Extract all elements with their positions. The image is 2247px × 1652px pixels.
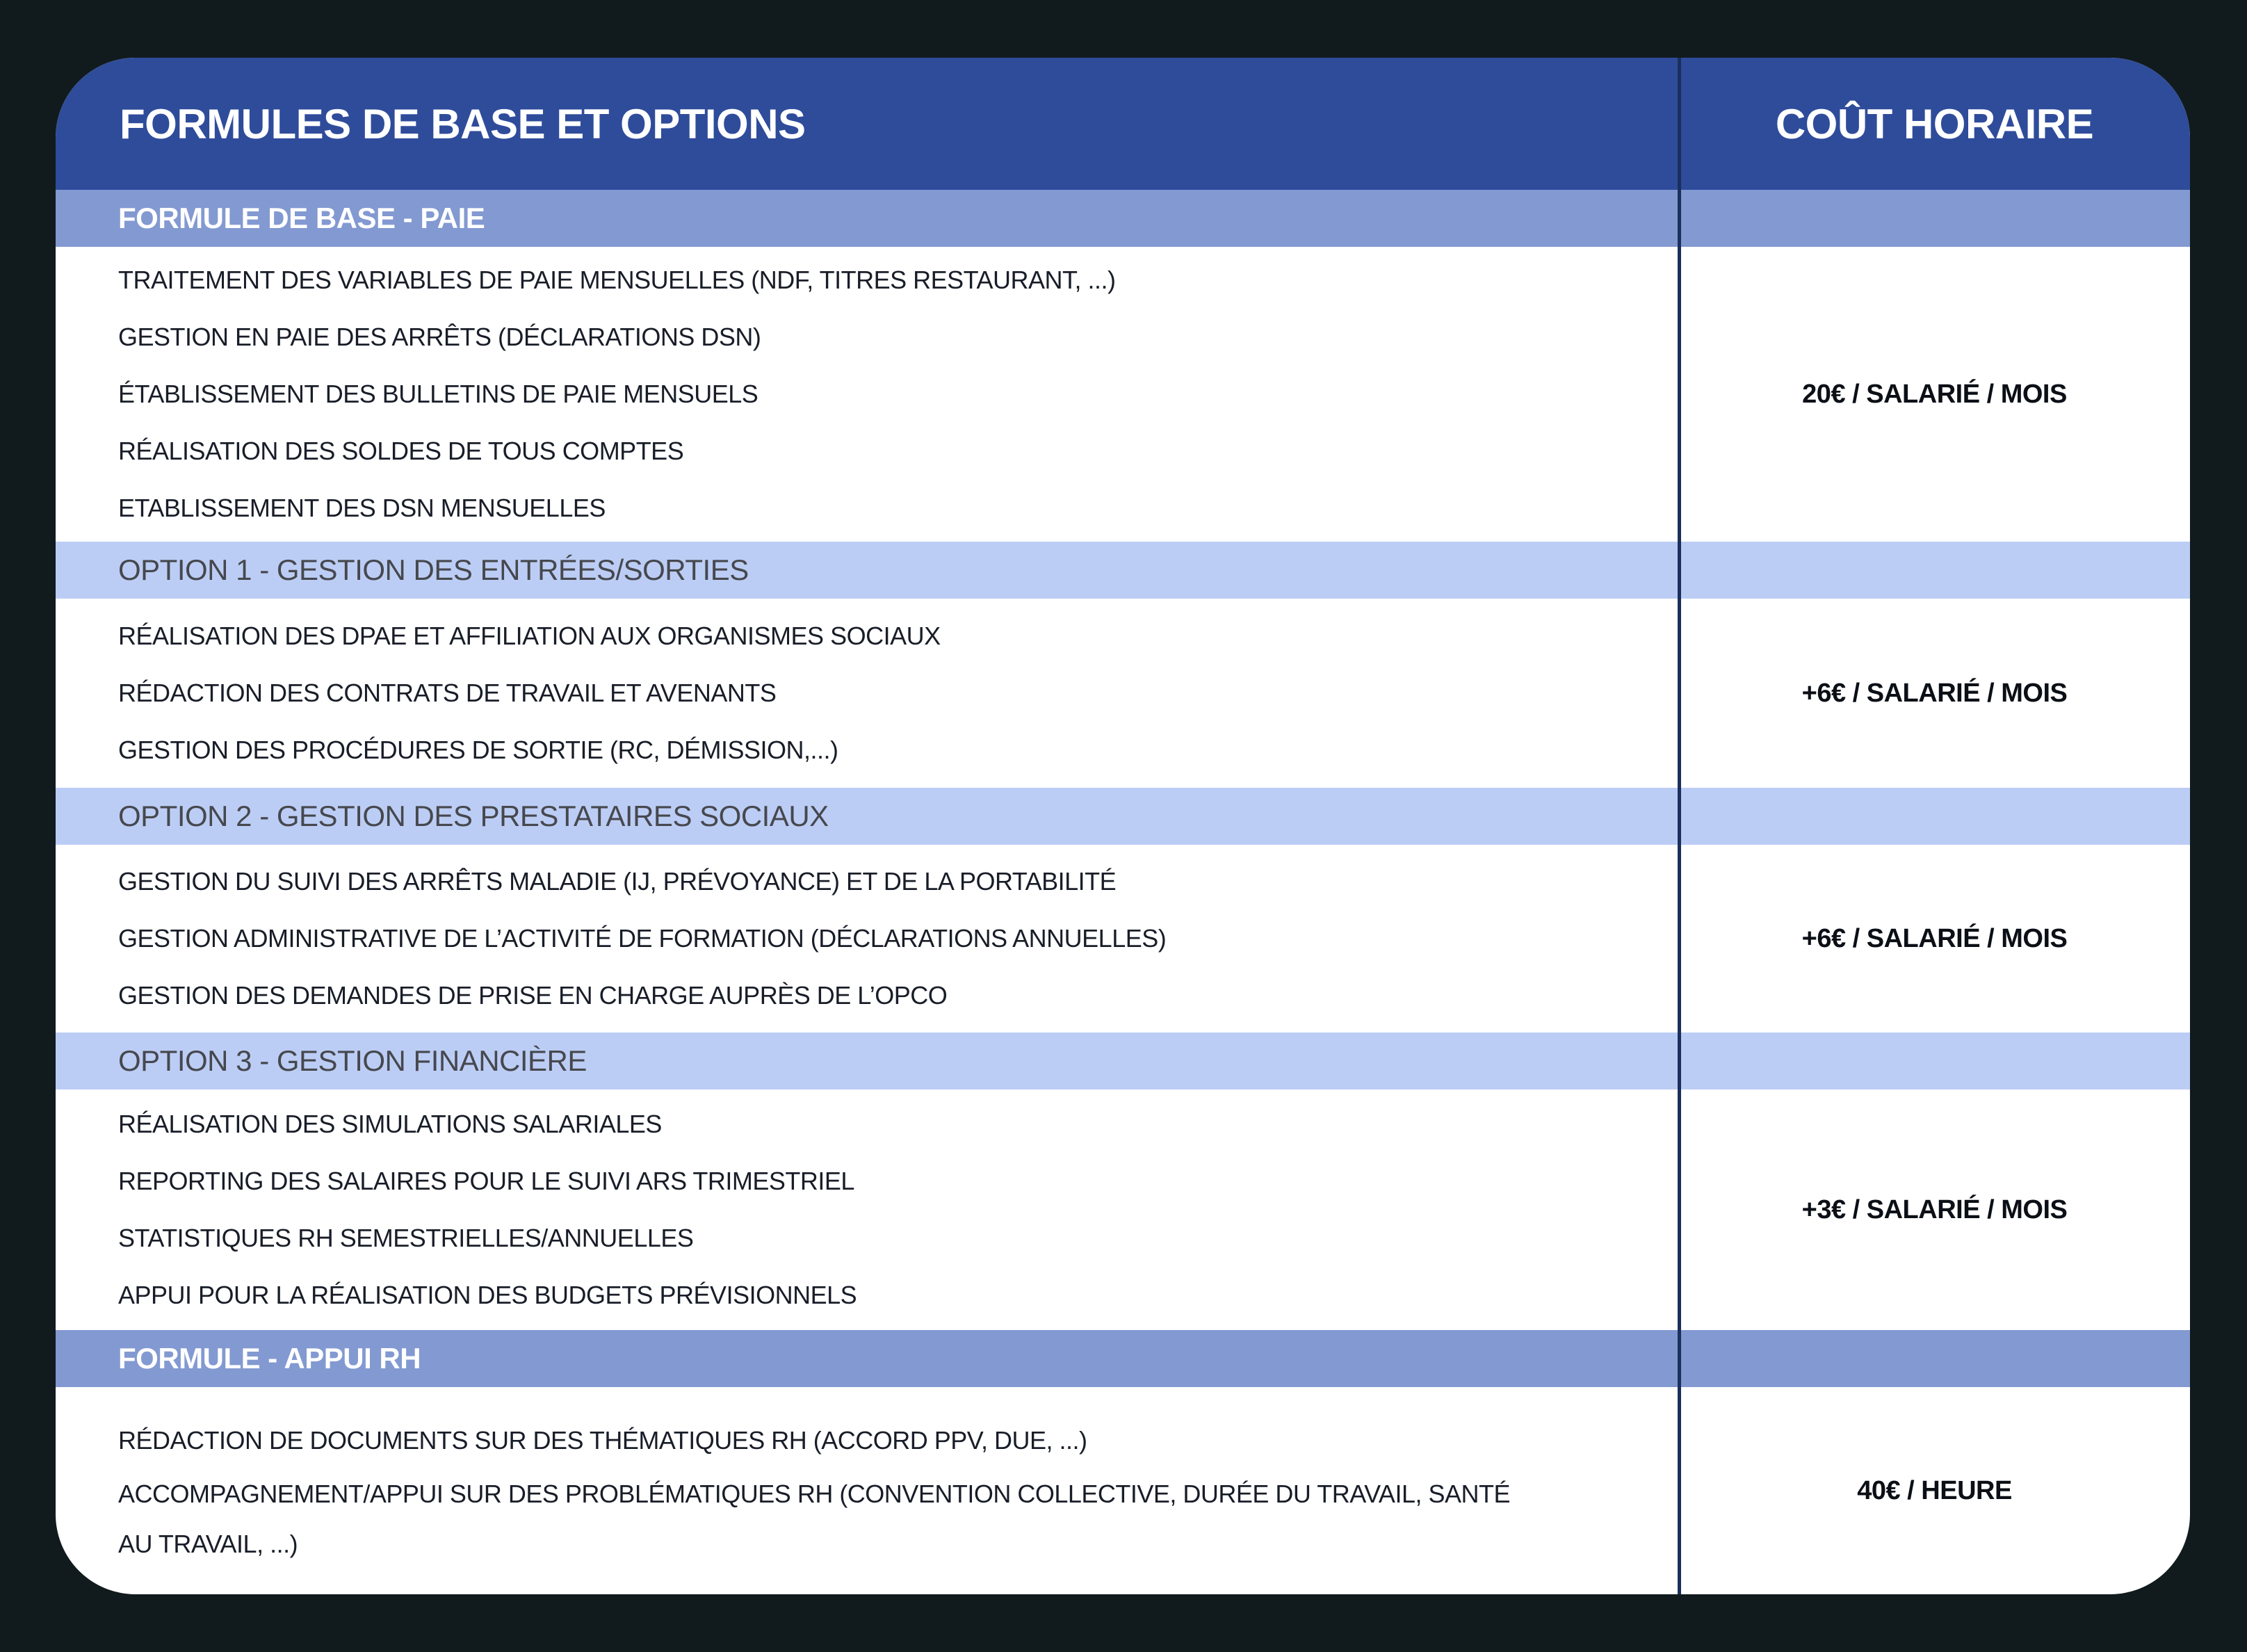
section-title: OPTION 3 - GESTION FINANCIÈRE <box>118 1044 587 1077</box>
service-item: GESTION ADMINISTRATIVE DE L’ACTIVITÉ DE FORMATION (DÉCLARATIONS ANNUELLES) <box>118 924 1167 953</box>
service-item: RÉDACTION DE DOCUMENTS SUR DES THÉMATIQUES RH (ACCORD PPV, DUE, ...) <box>118 1426 1087 1455</box>
service-item: GESTION DU SUIVI DES ARRÊTS MALADIE (IJ, PRÉVOYANCE) ET DE LA PORTABILITÉ <box>118 867 1117 896</box>
table-title: FORMULES DE BASE ET OPTIONS <box>120 100 806 147</box>
section-content-option-2 <box>56 845 2190 1032</box>
section-band-formule-appui-rh <box>56 1330 2190 1387</box>
service-item: RÉDACTION DES CONTRATS DE TRAVAIL ET AVENANTS <box>118 679 777 707</box>
section-band-option-2 <box>56 788 2190 845</box>
section-price: 20€ / SALARIÉ / MOIS <box>1802 379 2067 409</box>
section-band-option-3 <box>56 1032 2190 1090</box>
section-content-formule-appui-rh <box>56 1387 2190 1594</box>
section-content-option-1 <box>56 599 2190 788</box>
service-item: APPUI POUR LA RÉALISATION DES BUDGETS PRÉVISIONNELS <box>118 1281 857 1309</box>
service-item: TRAITEMENT DES VARIABLES DE PAIE MENSUELLES (NDF, TITRES RESTAURANT, ...) <box>118 266 1116 294</box>
column-divider <box>1678 58 1681 1594</box>
section-band-option-1 <box>56 542 2190 599</box>
service-item-list <box>56 1090 1571 1330</box>
section-content-option-3 <box>56 1090 2190 1330</box>
service-item: GESTION DES DEMANDES DE PRISE EN CHARGE AUPRÈS DE L’OPCO <box>118 981 948 1010</box>
service-item: ETABLISSEMENT DES DSN MENSUELLES <box>118 494 606 522</box>
section-price: +3€ / SALARIÉ / MOIS <box>1801 1195 2068 1224</box>
service-item: REPORTING DES SALAIRES POUR LE SUIVI ARS TRIMESTRIEL <box>118 1167 854 1195</box>
service-item-list <box>56 599 1571 788</box>
section-price: +6€ / SALARIÉ / MOIS <box>1801 923 2068 953</box>
service-item: ACCOMPAGNEMENT/APPUI SUR DES PROBLÉMATIQUES RH (CONVENTION COLLECTIVE, DURÉE DU TRAVAIL, SANTÉ AU TRAVAIL, ...) <box>118 1480 1510 1558</box>
section-price: 40€ / HEURE <box>1857 1475 2012 1505</box>
service-item: RÉALISATION DES SOLDES DE TOUS COMPTES <box>118 437 684 465</box>
service-item: STATISTIQUES RH SEMESTRIELLES/ANNUELLES <box>118 1224 694 1252</box>
service-item: RÉALISATION DES DPAE ET AFFILIATION AUX ORGANISMES SOCIAUX <box>118 622 941 650</box>
service-item-list <box>56 1387 1571 1594</box>
section-title: FORMULE DE BASE - PAIE <box>118 202 485 234</box>
price-column-header: COÛT HORAIRE <box>1775 100 2094 147</box>
section-band-formule-de-base-paie <box>56 190 2190 247</box>
service-item-list <box>56 845 1571 1032</box>
service-item: RÉALISATION DES SIMULATIONS SALARIALES <box>118 1110 662 1138</box>
service-item-list <box>56 247 1571 542</box>
section-price: +6€ / SALARIÉ / MOIS <box>1801 678 2068 708</box>
service-item: ÉTABLISSEMENT DES BULLETINS DE PAIE MENSUELS <box>118 380 759 408</box>
section-title: OPTION 2 - GESTION DES PRESTATAIRES SOCIAUX <box>118 800 829 832</box>
service-item: GESTION DES PROCÉDURES DE SORTIE (RC, DÉMISSION,...) <box>118 736 838 764</box>
pricing-table-card <box>56 58 2190 1594</box>
table-header-row <box>56 58 2190 190</box>
section-content-formule-de-base-paie <box>56 247 2190 542</box>
service-item: GESTION EN PAIE DES ARRÊTS (DÉCLARATIONS DSN) <box>118 323 761 351</box>
section-title: FORMULE - APPUI RH <box>118 1342 421 1375</box>
section-title: OPTION 1 - GESTION DES ENTRÉES/SORTIES <box>118 553 749 586</box>
